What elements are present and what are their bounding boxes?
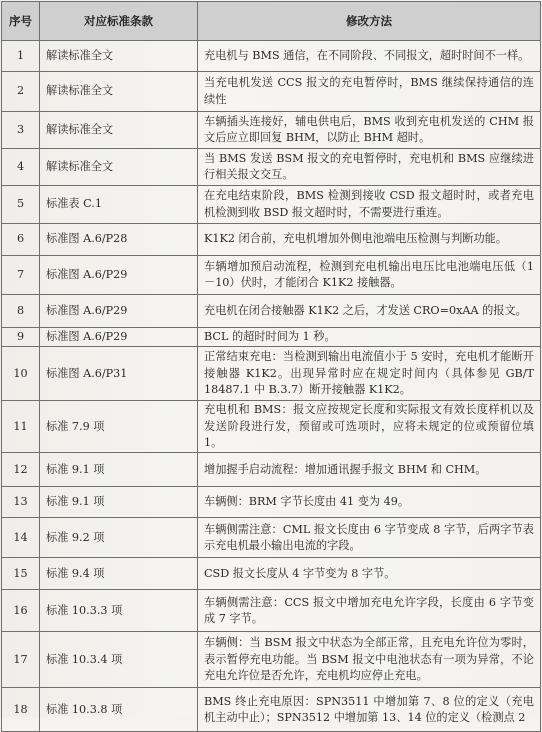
row-method: 当 BMS 发送 BSM 报文的充电暂停时，充电机和 BMS 应继续进行相关报文交互。 (198, 149, 541, 186)
row-no: 1 (2, 41, 40, 72)
row-method: 车辆侧需注意：CCS 报文中增加充电允许字段，长度由 6 字节变成 7 字节。 (198, 590, 541, 632)
table-row (2, 328, 541, 347)
row-method: 在充电结束阶段，BMS 检测到接收 CSD 报文超时时，或者充电机检测到收 BSD 报文超时时，不需要进行重连。 (198, 186, 541, 224)
table-row (2, 256, 541, 295)
row-clause: 标准 9.1 项 (40, 487, 198, 518)
row-no: 9 (2, 328, 40, 347)
row-clause: 解读标准全文 (40, 72, 198, 112)
row-no: 15 (2, 558, 40, 590)
row-clause: 标准 7.9 项 (40, 401, 198, 453)
row-clause: 标准图 A.6/P28 (40, 224, 198, 256)
row-method: 增加握手启动流程：增加通讯握手报文 BHM 和 CHM。 (198, 453, 541, 487)
row-clause: 标准 9.2 项 (40, 518, 198, 558)
table-row (2, 401, 541, 453)
table-body (2, 41, 541, 732)
row-no: 3 (2, 112, 40, 149)
row-clause: 标准 9.1 项 (40, 453, 198, 487)
row-method: 车辆插头连接好，辅电供电后，BMS 收到充电机发送的 CHM 报文后应立即回复 BHM，以防止 BHM 超时。 (198, 112, 541, 149)
table-row (2, 558, 541, 590)
row-method: 充电机在闭合接触器 K1K2 之后，才发送 CRO=0xAA 的报文。 (198, 295, 541, 328)
row-no: 13 (2, 487, 40, 518)
table-row (2, 688, 541, 732)
table-row (2, 72, 541, 112)
header-no: 序号 (2, 2, 40, 41)
row-no: 11 (2, 401, 40, 453)
row-no: 18 (2, 688, 40, 732)
table-row (2, 487, 541, 518)
table-row (2, 453, 541, 487)
row-clause: 标准 10.3.4 项 (40, 632, 198, 688)
row-method: 充电机和 BMS：报文应按规定长度和实际报文有效长度样机以及发送阶段进行发，预留或可选项时，应将未规定的位或预留位填 1。 (198, 401, 541, 453)
row-method: CSD 报文长度从 4 字节变为 8 字节。 (198, 558, 541, 590)
row-clause: 标准图 A.6/P29 (40, 256, 198, 295)
row-method: BCL 的超时时间为 1 秒。 (198, 328, 541, 347)
row-no: 12 (2, 453, 40, 487)
row-clause: 标准 9.4 项 (40, 558, 198, 590)
row-clause: 标准图 A.6/P29 (40, 295, 198, 328)
table-header (2, 2, 541, 41)
table-row (2, 112, 541, 149)
row-method: 正常结束充电：当检测到输出电流值小于 5 安时，充电机才能断开接触器 K1K2。出现异常时应在规定时间内（具体参见 GB/T 18487.1 中 B.3.7）断开接触器 K1K2。 (198, 347, 541, 401)
table-row (2, 224, 541, 256)
row-clause: 标准 10.3.8 项 (40, 688, 198, 732)
row-clause: 标准 10.3.3 项 (40, 590, 198, 632)
row-no: 17 (2, 632, 40, 688)
row-clause: 标准图 A.6/P31 (40, 347, 198, 401)
row-clause: 解读标准全文 (40, 41, 198, 72)
row-no: 7 (2, 256, 40, 295)
row-method: 车辆侧：当 BSM 报文中状态为全部正常，且充电允许位为零时，表示暂停充电功能。当 BSM 报文中电池状态有一项为异常，不论充电允许位是否允许，充电机均应停止充电。 (198, 632, 541, 688)
row-method: K1K2 闭合前，充电机增加外侧电池端电压检测与判断功能。 (198, 224, 541, 256)
row-no: 5 (2, 186, 40, 224)
header-method: 修改方法 (198, 2, 541, 41)
row-method: 车辆增加预启动流程，检测到充电机输出电压比电池端电压低（1－10）伏时，才能闭合 K1K2 接触器。 (198, 256, 541, 295)
row-clause: 标准图 A.6/P29 (40, 328, 198, 347)
table-row (2, 295, 541, 328)
table-row (2, 186, 541, 224)
row-no: 8 (2, 295, 40, 328)
header-clause: 对应标准条款 (40, 2, 198, 41)
row-no: 16 (2, 590, 40, 632)
table-row (2, 590, 541, 632)
modification-table (1, 1, 541, 732)
row-clause: 解读标准全文 (40, 149, 198, 186)
row-method: 车辆侧：BRM 字节长度由 41 变为 49。 (198, 487, 541, 518)
row-method: 当充电机发送 CCS 报文的充电暂停时，BMS 继续保持通信的连续性 (198, 72, 541, 112)
row-method: 车辆侧需注意：CML 报文长度由 6 字节变成 8 字节，后两字节表示充电机最小输出电流的字段。 (198, 518, 541, 558)
table-row (2, 518, 541, 558)
row-no: 10 (2, 347, 40, 401)
row-method: BMS 终止充电原因：SPN3511 中增加第 7、8 位的定义（充电机主动中止）；SPN3512 中增加第 13、14 位的定义（检测点 2 (198, 688, 541, 732)
table-row (2, 632, 541, 688)
row-no: 6 (2, 224, 40, 256)
table-row (2, 347, 541, 401)
row-clause: 解读标准全文 (40, 112, 198, 149)
row-no: 2 (2, 72, 40, 112)
row-method: 充电机与 BMS 通信，在不同阶段、不同报文，超时时间不一样。 (198, 41, 541, 72)
row-no: 14 (2, 518, 40, 558)
row-clause: 标准表 C.1 (40, 186, 198, 224)
table-row (2, 149, 541, 186)
row-no: 4 (2, 149, 40, 186)
header-row (2, 2, 541, 41)
table-row (2, 41, 541, 72)
